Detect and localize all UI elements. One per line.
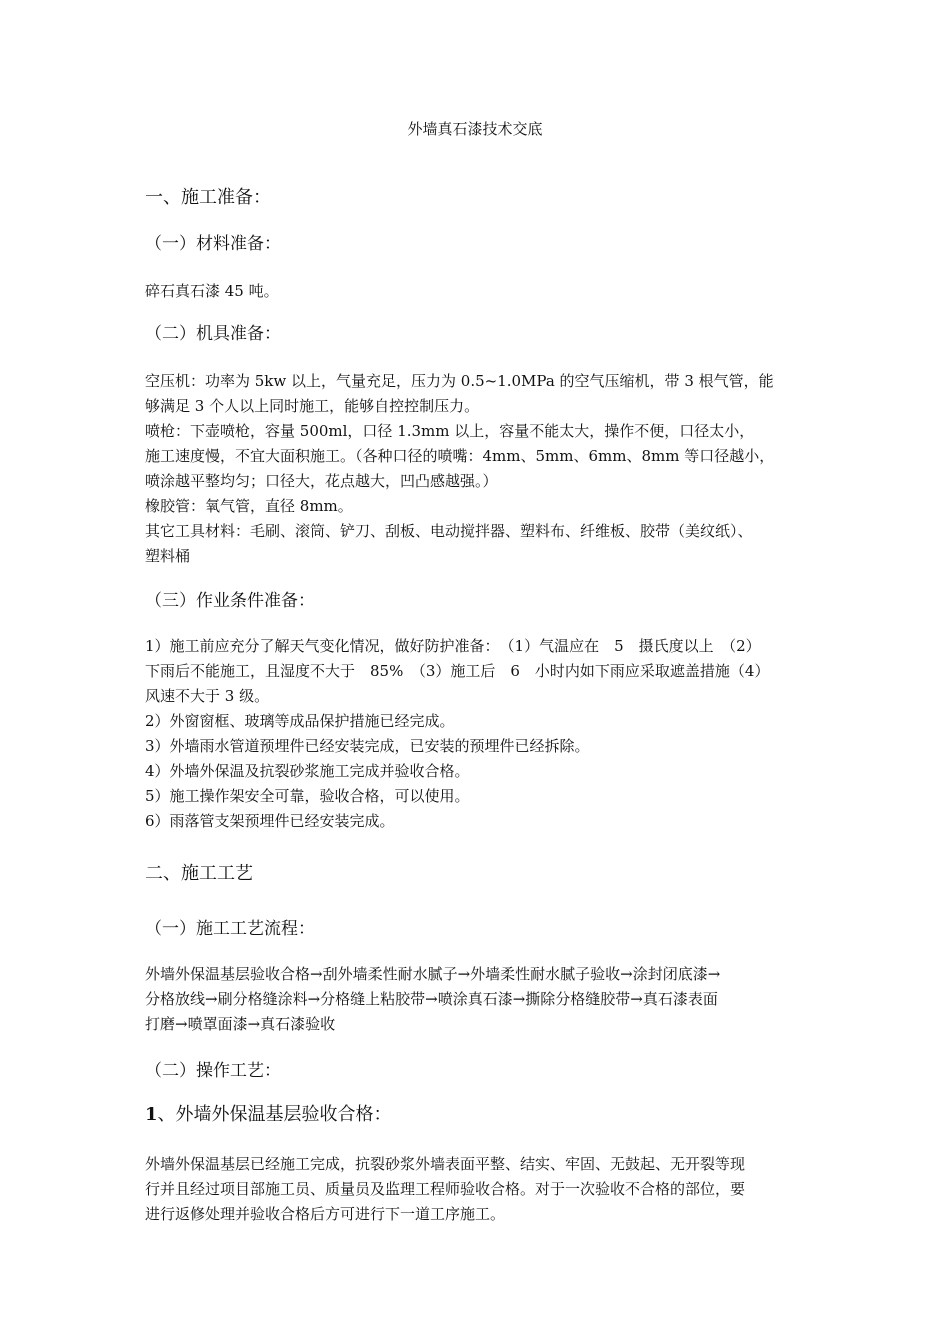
paragraph-line: 1）施工前应充分了解天气变化情况，做好防护准备： （1）气温应在 5 摄氏度以上 （2） [145,637,761,655]
paragraph-line: 施工速度慢，不宜大面积施工。（各种口径的喷嘴：4mm、5mm、6mm、8mm 等口径越小， [145,447,775,465]
subsection-heading-process-flow: （一）施工工艺流程： [145,919,315,939]
item-heading-text: 、外墙外保温基层验收合格： [157,1104,392,1125]
section-heading-preparation: 一、施工准备： [145,187,271,208]
item-number: 1 [145,1104,158,1125]
subsection-heading-operations: （二）操作工艺： [145,1061,281,1081]
paragraph-line: 其它工具材料：毛刷、滚筒、铲刀、刮板、电动搅拌器、塑料布、纤维板、胶带（美纹纸）、 [145,522,753,540]
paragraph-line: 3）外墙雨水管道预埋件已经安装完成，已安装的预埋件已经拆除。 [145,737,590,755]
base-acceptance-text [145,1152,810,1227]
paragraph-line: 2）外窗窗框、玻璃等成品保护措施已经完成。 [145,712,455,730]
subsection-heading-site-conditions: （三）作业条件准备： [145,591,315,611]
paragraph-line: 碎石真石漆 45 吨。 [145,282,279,300]
paragraph-line: 风速不大于 3 级。 [145,687,270,705]
paragraph-line: 空压机：功率为 5kw 以上，气量充足，压力为 0.5~1.0MPa 的空气压缩机，带 3 根气管，能 [145,372,774,390]
paragraph-line: 塑料桶 [145,547,191,565]
equipment-text [145,369,810,569]
paragraph-line: 行并且经过项目部施工员、质量员及监理工程师验收合格。对于一次验收不合格的部位，要 [145,1180,746,1198]
paragraph-line: 外墙外保温基层已经施工完成，抗裂砂浆外墙表面平整、结实、牢固、无鼓起、无开裂等现 [145,1155,746,1173]
process-flow-text [145,962,810,1037]
paragraph-line: 外墙外保温基层验收合格→刮外墙柔性耐水腻子→外墙柔性耐水腻子验收→涂封闭底漆→ [145,965,721,983]
materials-text [145,279,810,304]
paragraph-line: 6）雨落管支架预埋件已经安装完成。 [145,812,395,830]
site-conditions-text [145,634,810,834]
section-heading-process: 二、施工工艺 [145,863,253,884]
paragraph-line: 下雨后不能施工，且湿度不大于 85% （3）施工后 6 小时内如下雨应采取遮盖措施（4） [145,662,770,680]
subsection-heading-materials: （一）材料准备： [145,234,281,254]
item-heading-base-acceptance [145,1102,392,1128]
paragraph-line: 橡胶管：氧气管，直径 8mm。 [145,497,353,515]
paragraph-line: 5）施工操作架安全可靠，验收合格，可以使用。 [145,787,470,805]
paragraph-line: 4）外墙外保温及抗裂砂浆施工完成并验收合格。 [145,762,470,780]
paragraph-line: 喷涂越平整均匀；口径大，花点越大，凹凸感越强。） [145,472,498,490]
paragraph-line: 喷枪：下壶喷枪，容量 500ml，口径 1.3mm 以上，容量不能太大，操作不便，口径太小， [145,422,755,440]
paragraph-line: 够满足 3 个人以上同时施工，能够自控控制压力。 [145,397,480,415]
subsection-heading-equipment: （二）机具准备： [145,324,281,344]
paragraph-line: 进行返修处理并验收合格后方可进行下一道工序施工。 [145,1205,506,1223]
document-title: 外墙真石漆技术交底 [407,120,543,138]
paragraph-line: 打磨→喷罩面漆→真石漆验收 [145,1015,336,1033]
paragraph-line: 分格放线→刷分格缝涂料→分格缝上粘胶带→喷涂真石漆→撕除分格缝胶带→真石漆表面 [145,990,718,1008]
